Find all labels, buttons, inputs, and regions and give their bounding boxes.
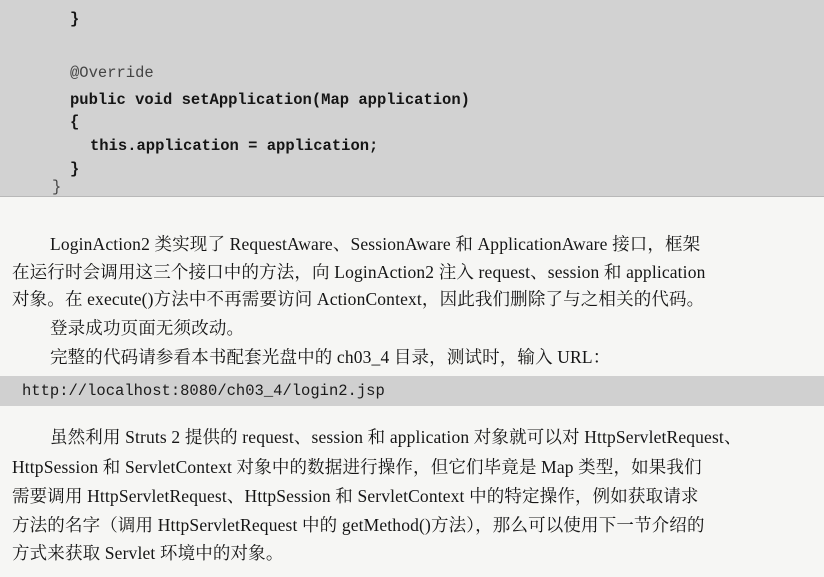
paragraph1-line2: 在运行时会调用这三个接口中的方法，向 LoginAction2 注入 request、session 和 application	[12, 262, 706, 282]
code-line-class-close-brace: }	[52, 178, 62, 196]
code-line-assignment: this.application = application;	[90, 137, 379, 155]
code-block	[0, 0, 824, 197]
paragraph4-line4: 方法的名字（调用 HttpServletRequest 中的 getMethod()方法），那么可以使用下一节介绍的	[12, 515, 705, 535]
paragraph2: 登录成功页面无须改动。	[50, 318, 245, 338]
code-line-open-brace: {	[70, 113, 80, 131]
code-line-annotation: @Override	[70, 64, 154, 82]
paragraph4-line5: 方式来获取 Servlet 环境中的对象。	[12, 543, 284, 563]
paragraph4-line1: 虽然利用 Struts 2 提供的 request、session 和 application 对象就可以对 HttpServletRequest、	[50, 427, 742, 447]
paragraph1-line3: 对象。在 execute()方法中不再需要访问 ActionContext，因此我们删除了与之相关的代码。	[12, 289, 705, 309]
url-text: http://localhost:8080/ch03_4/login2.jsp	[22, 382, 385, 400]
paragraph1-line1: LoginAction2 类实现了 RequestAware、SessionAware 和 ApplicationAware 接口，框架	[50, 234, 701, 254]
code-line-method-signature: public void setApplication(Map application)	[70, 91, 470, 109]
code-line-method-close-brace: }	[70, 160, 80, 178]
url-block	[0, 376, 824, 406]
paragraph4-line3: 需要调用 HttpServletRequest、HttpSession 和 ServletContext 中的特定操作，例如获取请求	[12, 486, 699, 506]
paragraph3: 完整的代码请参看本书配套光盘中的 ch03_4 目录，测试时，输入 URL：	[50, 347, 611, 367]
paragraph4-line2: HttpSession 和 ServletContext 对象中的数据进行操作，但它们毕竟是 Map 类型，如果我们	[12, 457, 702, 477]
code-line-close-brace: }	[70, 10, 80, 28]
